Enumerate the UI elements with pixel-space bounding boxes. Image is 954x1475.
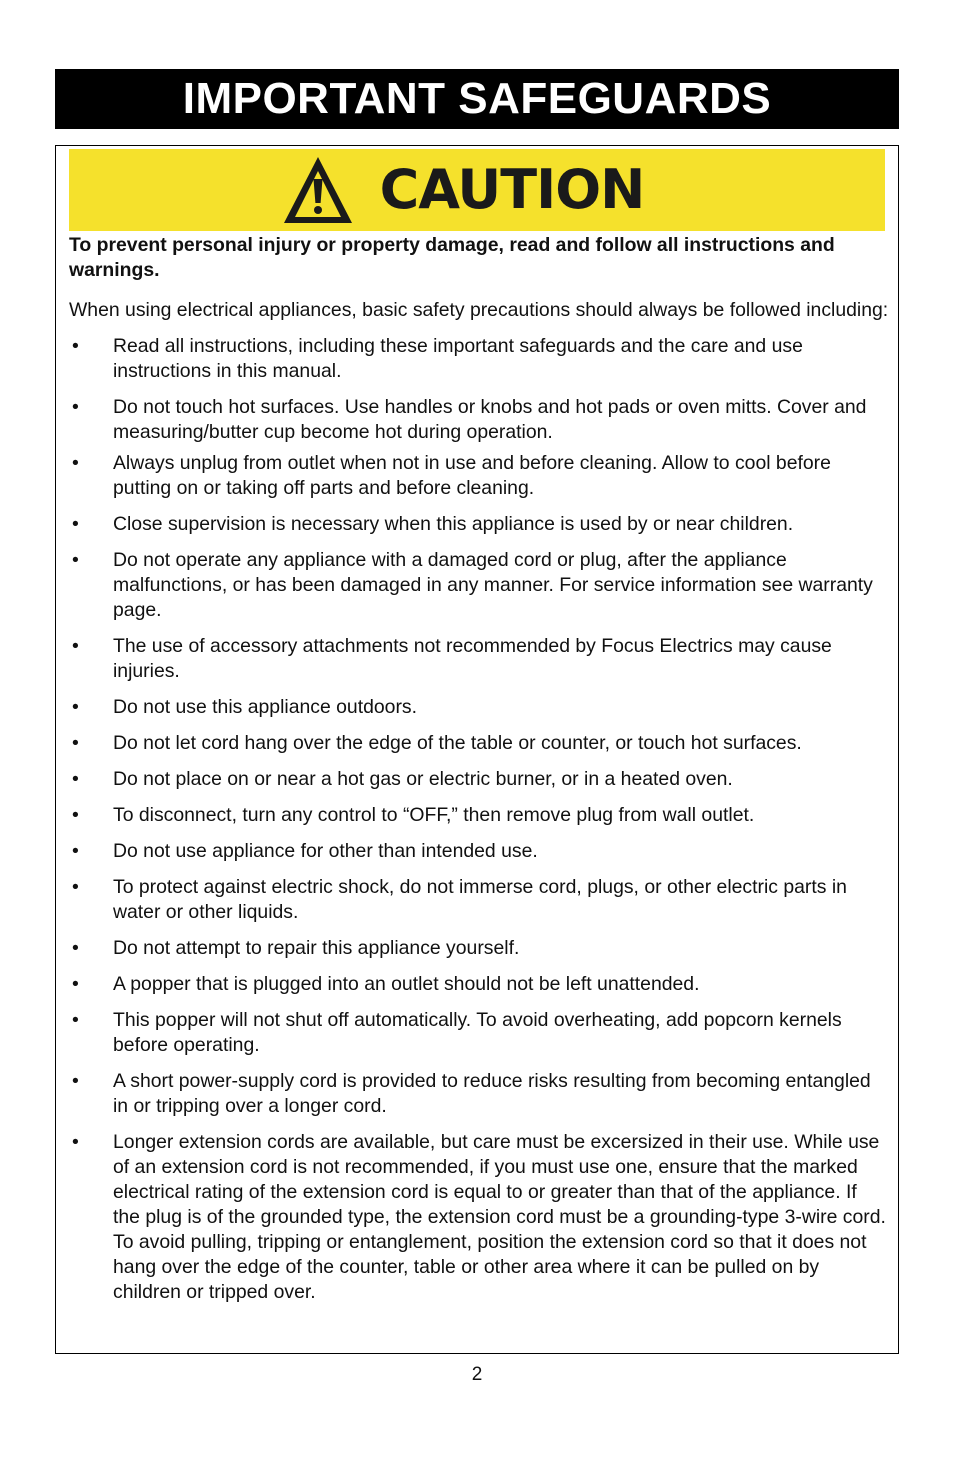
list-item: • Do not use appliance for other than intended use.	[72, 840, 538, 862]
page-number: 2	[471, 1364, 483, 1385]
list-item: • Do not attempt to repair this appliance yourself.	[72, 937, 520, 959]
list-item: • Do not let cord hang over the edge of the table or counter, or touch hot surfaces.	[72, 732, 802, 754]
list-item: • To protect against electric shock, do not immerse cord, plugs, or other electric parts in water or other liquids.	[72, 876, 847, 923]
list-item: • Do not operate any appliance with a damaged cord or plug, after the appliance malfunctions, or has been damaged in any manner. For service information see warranty page.	[72, 549, 873, 621]
bullet: •	[72, 635, 79, 657]
bullet: •	[72, 768, 79, 790]
list-item: • Longer extension cords are available, but care must be excersized in their use. While use of an extension cord is not recommended, if you must use one, ensure that the marked electrical rating of the extension cord is equal to or greater than that of the appliance. If the plug is of the grounded type, the extension cord must be a grounding-type 3-wire cord. To avoid pulling, tripping or entanglement, position the extension cord so that it does not hang over the edge of the counter, table or other area where it can be pulled on by children or tripped over.	[72, 1131, 886, 1303]
page-title: IMPORTANT SAFEGUARDS	[182, 74, 772, 123]
list-item: • Do not touch hot surfaces. Use handles or knobs and hot pads or oven mitts. Cover and measuring/butter cup become hot during operation.	[72, 396, 867, 443]
title-bar	[55, 69, 899, 129]
warning-triangle-icon	[282, 155, 354, 225]
bullet: •	[72, 696, 79, 718]
list-item: • Read all instructions, including these important safeguards and the care and use instructions in this manual.	[72, 335, 803, 382]
bullet: •	[72, 1131, 79, 1153]
bullet: •	[72, 937, 79, 959]
intro-text: When using electrical appliances, basic safety precautions should always be followed including:	[69, 299, 889, 321]
bullet: •	[72, 804, 79, 826]
lead-warning: To prevent personal injury or property damage, read and follow all instructions and warnings.	[69, 234, 835, 281]
list-item: • To disconnect, turn any control to “OFF,” then remove plug from wall outlet.	[72, 804, 755, 826]
list-item: • Do not use this appliance outdoors.	[72, 696, 417, 718]
list-item: • Always unplug from outlet when not in use and before cleaning. Allow to cool before putting on or taking off parts and before cleaning.	[72, 452, 831, 499]
caution-label: CAUTION	[379, 158, 645, 221]
bullet: •	[72, 876, 79, 898]
list-item: • The use of accessory attachments not recommended by Focus Electrics may cause injuries.	[72, 635, 832, 682]
bullet: •	[72, 396, 79, 418]
bullet: •	[72, 549, 79, 571]
list-item: • This popper will not shut off automatically. To avoid overheating, add popcorn kernels before operating.	[72, 1009, 842, 1056]
bullet: •	[72, 840, 79, 862]
list-item: • Do not place on or near a hot gas or electric burner, or in a heated oven.	[72, 768, 733, 790]
bullet: •	[72, 1070, 79, 1092]
list-item: • A short power-supply cord is provided to reduce risks resulting from becoming entangled in or tripping over a longer cord.	[72, 1070, 871, 1117]
bullet: •	[72, 1009, 79, 1031]
safeguards-text	[69, 231, 889, 1316]
list-item: • Close supervision is necessary when this appliance is used by or near children.	[72, 513, 794, 535]
caution-banner	[69, 149, 885, 231]
bullet: •	[72, 452, 79, 474]
list-item: • A popper that is plugged into an outlet should not be left unattended.	[72, 973, 700, 995]
bullet: •	[72, 335, 79, 357]
safeguards-list	[69, 334, 889, 1305]
bullet: •	[72, 732, 79, 754]
bullet: •	[72, 513, 79, 535]
safeguards-box	[55, 145, 899, 1354]
bullet: •	[72, 973, 79, 995]
